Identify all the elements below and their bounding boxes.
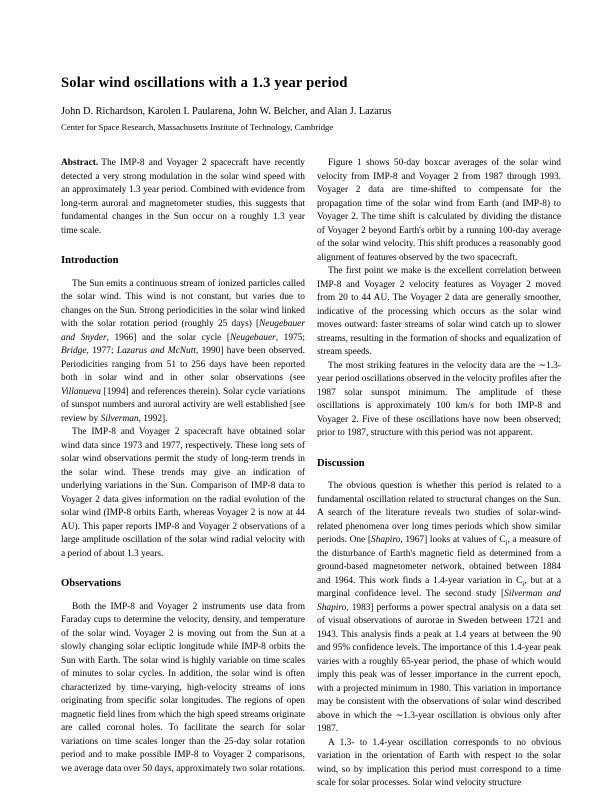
- affiliation-line: Center for Space Research, Massachusetts Institute of Technology, Cambridge: [61, 122, 334, 132]
- section-heading-discussion: Discussion: [317, 457, 365, 469]
- abstract-text: The IMP-8 and Voyager 2 spacecraft have recently detected a very strong modulation in the solar wind speed with an approximately 1.3 year period. Combined with evidence from long-term auroral and magnetometer studies, this suggests that fundamental changes in the Sun occur on a roughly 1.3 year time scale.: [61, 158, 305, 236]
- section-heading-observations: Observations: [61, 578, 122, 589]
- left-column: [61, 157, 305, 791]
- discussion-paragraph-2: A 1.3- to 1.4-year oscillation corresponds to no obvious variation in the orientation of Earth with respect to the solar wind, so by implication this period must correspond to a time scale for solar processes. Solar wind velocity structure: [317, 737, 561, 788]
- right-column: [317, 157, 561, 791]
- figure-description-paragraph: Figure 1 shows 50-day boxcar averages of the solar wind velocity from IMP-8 and Voyager 2 from 1987 through 1993. Voyager 2 data are time-shifted to compensate for the propagation time of the solar wind from Earth (and IMP-8) to Voyager 2. The time shift is calculated by dividing the distance of Voyager 2 beyond Earth's orbit by a running 100-day average of the solar wind velocity. This shift produces a reasonably good alignment of features observed by the two spacecraft.: [317, 158, 561, 263]
- section-heading-introduction: Introduction: [61, 255, 119, 266]
- two-column-body: [61, 157, 561, 791]
- discussion-paragraph-1: The obvious question is whether this period is related to a fundamental oscillation related to structural changes on the Sun. A search of the literature reveals two studies of solar-wind-related phenomena over long times periods which show similar periods. One [Shapiro, 1967] looks at values of $C_i$, a measure of the disturbance of Earth's magnetic field as determined from a ground-based magnetometer network, obtained between 1884 and 1964. This work finds a 1.4-year variation in $C_i$, but at a marginal confidence level. The second study [Silverman and Shapiro, 1983] performs a power spectral analysis on a data set of visual observations of aurorae in Sweden between 1721 and 1943. This analysis finds a peak at 1.4 years at between the 90 and 95% confidence levels. The importance of this 1.4-year peak varies with a roughly 65-year period, the phase of which would imply this peak was of lesser importance in the current epoch, with a projected minimum in 1980. This variation in importance may be consistent with the observations of solar wind described above in which the ∼1.3-year oscillation is obvious only after 1987.: [317, 481, 561, 734]
- correlation-paragraph: The first point we make is the excellent correlation between IMP-8 and Voyager 2 velocity features as Voyager 2 moved from 20 to 44 AU. The Voyager 2 data are generally smoother, indicative of the processing which occurs as the solar wind moves outward: faster streams of solar wind catch up to slower streams, resulting in the formation of shocks and equalization of stream speeds.: [317, 266, 561, 357]
- abstract-paragraph: [61, 157, 305, 238]
- abstract-label: Abstract.: [61, 158, 99, 168]
- observations-paragraph-1: Both the IMP-8 and Voyager 2 instruments use data from Faraday cups to determine the velocity, density, and temperature of the solar wind. Voyager 2 is moving out from the Sun at a slowly changing solar ecliptic longitude while IMP-8 orbits the Sun with Earth. The solar wind is highly variable on time scales of minutes to solar cycles. In addition, the solar wind is often characterized by time-varying, high-velocity streams of ions originating from specific solar longitudes. The regions of open magnetic field lines from which the high speed streams originate are called coronal holes. To facilitate the search for solar variations on time scales longer than the 25-day solar rotation period and to make possible IMP-8 to Voyager 2 comparisons, we average data over 50 days, approximately two solar rotations.: [61, 601, 305, 774]
- paper-title: Solar wind oscillations with a 1.3 year period: [61, 75, 348, 91]
- authors-line: John D. Richardson, Karolen I. Paularena, John W. Belcher, and Alan J. Lazarus: [61, 106, 392, 117]
- intro-paragraph-2: The IMP-8 and Voyager 2 spacecraft have obtained solar wind data since 1973 and 1977, respectively. These long sets of solar wind observations permit the study of long-term trends in the solar wind. These trends may give an indication of underlying variations in the Sun. Comparison of IMP-8 data to Voyager 2 data gives information on the radial evolution of the solar wind (IMP-8 orbits Earth, whereas Voyager 2 is now at 44 AU). This paper reports IMP-8 and Voyager 2 observations of a large amplitude oscillation of the solar wind radial velocity with a period of about 1.3 years.: [61, 427, 305, 559]
- intro-paragraph-1: The Sun emits a continuous stream of ionized particles called the solar wind. This wind is not constant, but varies due to changes on the Sun. Strong periodicities in the solar wind linked with the solar rotation period (roughly 25 days) [Neugebauer and Snyder, 1966] and the solar cycle [Neugebauer, 1975; Bridge, 1977; Lazarus and McNutt, 1990] have been observed. Periodicities ranging from 51 to 256 days have been reported both in solar wind and in other solar observations (see Villanueva [1994] and references therein). Solar cycle variations of sunspot numbers and auroral activity are well established [see review by Silverman, 1992].: [61, 278, 305, 424]
- oscillations-paragraph: The most striking features in the velocity data are the ∼1.3-year period oscillations observed in the velocity profiles after the 1987 solar sunspot minimum. The amplitude of these oscillations is approximately 100 km/s for both IMP-8 and Voyager 2. Five of these oscillations have now been observed; prior to 1987, structure with this period was not apparent.: [317, 360, 561, 438]
